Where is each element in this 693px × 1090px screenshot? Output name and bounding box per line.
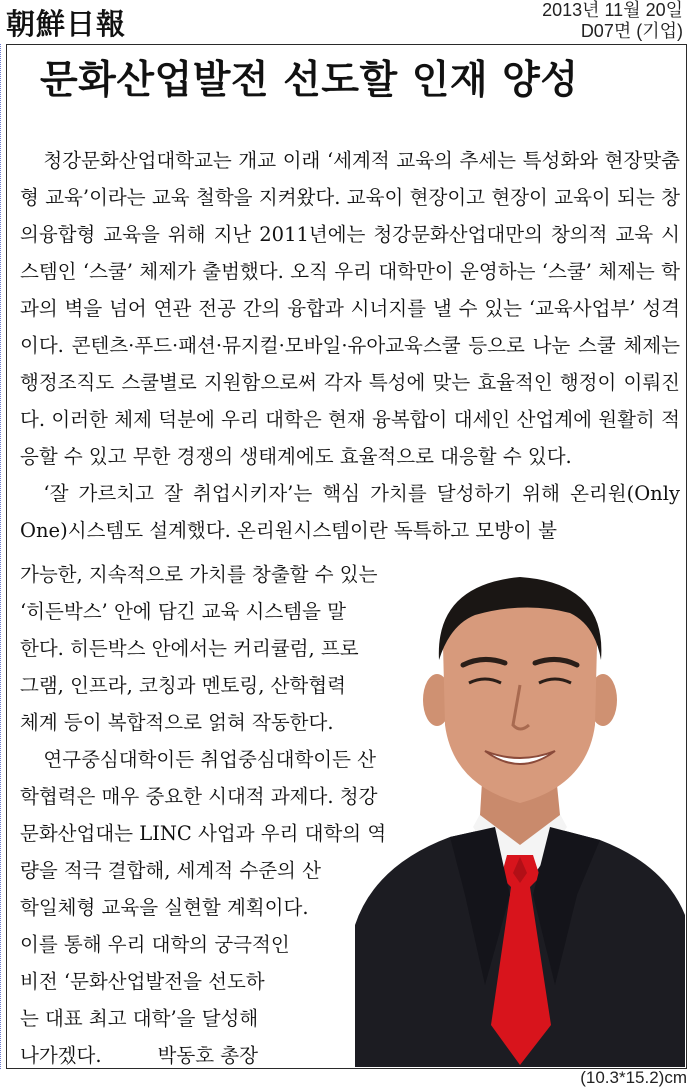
portrait-photo bbox=[355, 565, 685, 1067]
body-line: 그램, 인프라, 코칭과 멘토링, 산학협력 bbox=[20, 674, 346, 697]
body-line: 학일체형 교육을 실현할 계획이다. bbox=[20, 896, 309, 919]
body-line: ‘히든박스’ 안에 담긴 교육 시스템을 말 bbox=[20, 600, 346, 623]
body-line: 학협력은 매우 중요한 시대적 과제다. 청강 bbox=[20, 785, 378, 808]
article-headline: 문화산업발전 선도할 인재 양성 bbox=[40, 58, 579, 103]
page-section: D07면 (기업) bbox=[580, 21, 683, 41]
publication-date: 2013년 11월 20일 bbox=[542, 0, 683, 20]
body-line: 량을 적극 결합해, 세계적 수준의 산 bbox=[20, 859, 321, 882]
body-line: 문화산업대는 LINC 사업과 우리 대학의 역 bbox=[20, 822, 387, 845]
article-body-full-width bbox=[20, 142, 680, 549]
author-signature: 박동호 총장 bbox=[157, 1044, 258, 1067]
body-line: 연구중심대학이든 취업중심대학이든 산 bbox=[43, 748, 377, 771]
left-margin-rule bbox=[0, 44, 3, 1069]
body-line: 체계 등이 복합적으로 얽혀 작동한다. bbox=[20, 711, 334, 734]
closing-text: 나가겠다. bbox=[20, 1044, 102, 1067]
article-paragraph-2: ‘잘 가르치고 잘 취업시키자’는 핵심 가치를 달성하기 위해 온리원(Only One)시스템도 설계했다. 온리원시스템이란 독특하고 모방이 불 bbox=[20, 482, 680, 542]
clip-size-label: (10.3*15.2)cm bbox=[580, 1068, 687, 1087]
article-paragraph-1: 청강문화산업대학교는 개교 이래 ‘세계적 교육의 추세는 특성화와 현장맞춤형 교육’이라는 교육 철학을 지켜왔다. 교육이 현장이고 현장이 교육이 되는 창의융합형 교육을 위해 지난 2011년에는 청강문화산업대만의 창의적 교육 시스템인 ‘스쿨’ 체제가 출범했다. 오직 우리 대학만이 운영하는 ‘스쿨’ 체제는 학과의 벽을 넘어 연관 전공 간의 융합과 시너지를 낼 수 있는 ‘교육사업부’ 성격이다. 콘텐츠·푸드·패션·뮤지컬·모바일·유아교육스쿨 등으로 나눈 스쿨 체제는 행정조직도 스쿨별로 지원함으로써 각자 특성에 맞는 효율적인 행정이 이뤄진다. 이러한 체제 덕분에 우리 대학은 현재 융복합이 대세인 산업계에 원활히 적응할 수 있고 무한 경쟁의 생태계에도 효율적으로 대응할 수 있다. bbox=[20, 149, 680, 468]
publication-meta bbox=[542, 0, 683, 42]
face bbox=[443, 590, 597, 803]
newspaper-masthead: 朝鮮日報 bbox=[6, 7, 127, 41]
body-line: 가능한, 지속적으로 가치를 창출할 수 있는 bbox=[20, 563, 378, 586]
body-line: 한다. 히든박스 안에서는 커리큘럼, 프로 bbox=[20, 637, 359, 660]
body-line: 는 대표 최고 대학’을 달성해 bbox=[20, 1007, 259, 1030]
body-line: 이를 통해 우리 대학의 궁극적인 bbox=[20, 933, 290, 956]
body-line: 비전 ‘문화산업발전을 선도하 bbox=[20, 970, 265, 993]
